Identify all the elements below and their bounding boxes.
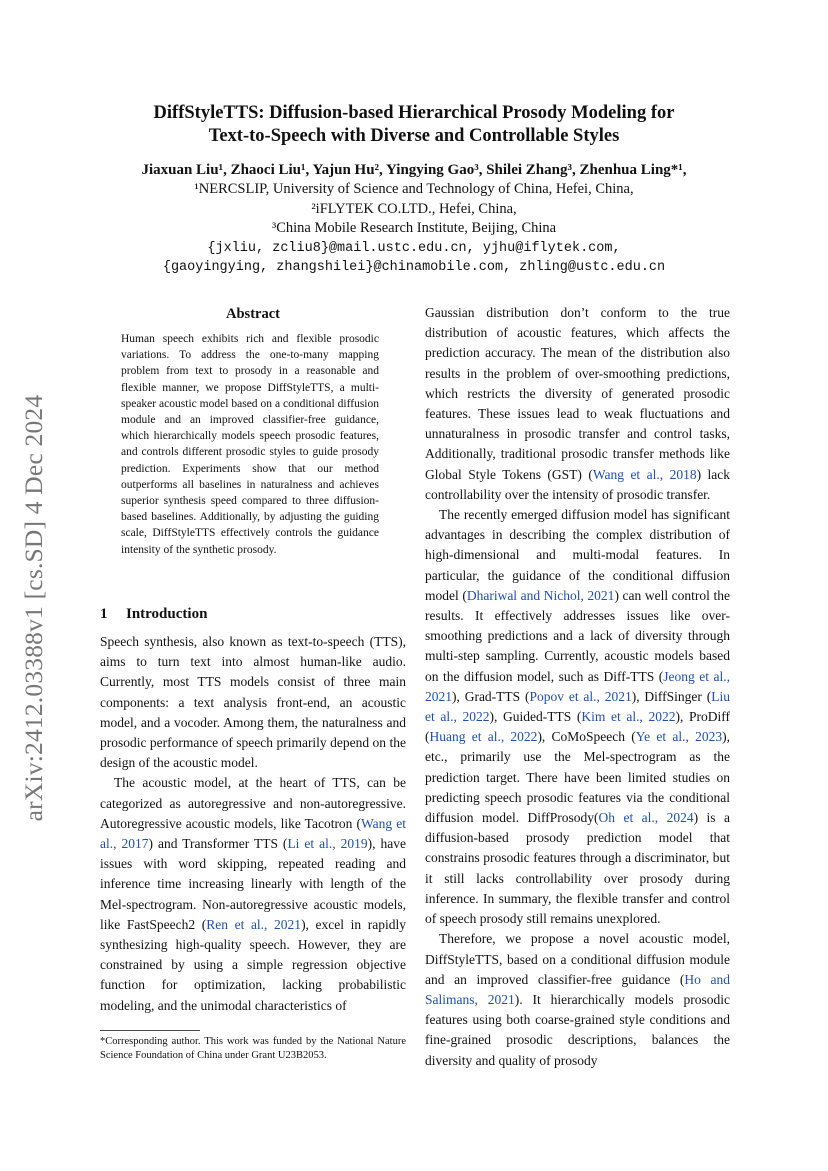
affiliation-2: ²iFLYTEK CO.LTD., Hefei, China,	[311, 200, 517, 217]
citation-link[interactable]: Jeong et al., 2021	[425, 668, 730, 704]
section-title: Introduction	[126, 606, 208, 622]
title-line-2: Text-to-Speech with Diverse and Controllable Styles	[208, 126, 620, 146]
citation-link[interactable]: Ye et al., 2023	[635, 729, 723, 745]
footnote: *Corresponding author. This work was funded by the National Nature Science Foundation of China under Grant U23B2053.	[100, 1036, 406, 1061]
section-heading-introduction	[100, 606, 207, 623]
affiliation-3: ³China Mobile Research Institute, Beijing, China	[271, 220, 557, 236]
citation-link[interactable]: Liu et al., 2022	[425, 688, 730, 725]
citation-link[interactable]: Wang et al., 2018	[592, 466, 697, 482]
intro-paragraph-2	[100, 773, 406, 1015]
text-run: ), Guided-TTS (	[489, 709, 582, 725]
title-line-1: DiffStyleTTS: Diffusion-based Hierarchical Prosody Modeling for	[153, 103, 675, 123]
intro-paragraph-1: Speech synthesis, also known as text-to-speech (TTS), aims to turn text into almost human-like audio. Currently, most TTS models consist of three main components: a text analysis front-end, an acoustic model, and a vocoder. Among them, the naturalness and prosodic performance of speech primarily depend on the design of the acoustic model.	[100, 634, 406, 771]
text-run: ), DiffSinger (	[631, 688, 712, 704]
citation-link[interactable]: Popov et al., 2021	[529, 688, 632, 704]
text-run: ), Grad-TTS (	[452, 688, 530, 704]
citation-link[interactable]: Li et al., 2019	[287, 836, 368, 852]
citation-link[interactable]: Oh et al., 2024	[598, 810, 694, 826]
paragraph-diffusion	[425, 505, 730, 929]
text-run: ). It hierarchically models prosodic features using both coarse-grained style conditions and fine-grained prosodic descriptions, balances the diversity and quality of prosody	[425, 991, 731, 1068]
citation-link[interactable]: Ren et al., 2021	[206, 916, 302, 932]
text-run: ) can well control the results. It effectively addresses issues like over-smoothing predictions and a lack of diversity through multi-step sampling. Currently, acoustic models based on the diffusion model, such as Diff-TTS (	[425, 587, 730, 684]
text-run: Gaussian distribution don’t conform to the true distribution of acoustic features, which affects the prediction accuracy. The mean of the distribution also results in the problem of over-smoothing predictions, which restricts the diversity of generated prosodic features. These issues lead to weak fluctuations and unnaturalness in prosodic transfer and control tasks, Additionally, traditional prosodic transfer methods like Global Style Tokens (GST) (	[425, 305, 730, 482]
footnote-divider	[100, 1030, 200, 1031]
arxiv-id: arXiv:2412.03388v1 [cs.SD] 4 Dec 2024	[19, 394, 48, 822]
email-line-1: {jxliu, zcliu8}@mail.ustc.edu.cn, yjhu@iflytek.com,	[207, 240, 621, 256]
text-run: ), have issues with word skipping, repeated reading and inference time increasing linearly with length of the Mel-spectrogram. Non-autoregressive acoustic models, like FastSpeech2 (	[100, 836, 406, 932]
paragraph-proposal	[425, 929, 730, 1070]
text-run: ) is a diffusion-based prosody prediction model that constrains prosodic features through a discriminator, but it still lacks controllability over prosody during inference. In summary, the flexible transfer and control of speech prosody still remains unexplored.	[425, 810, 730, 927]
text-run: ), ProDiff (	[425, 709, 730, 745]
text-run: Therefore, we propose a novel acoustic model, DiffStyleTTS, based on a conditional diffusion module and an improved classifier-free guidance (	[425, 931, 730, 987]
citation-link[interactable]: Wang et al., 2017	[100, 815, 406, 852]
affiliation-1: ¹NERCSLIP, University of Science and Technology of China, Hefei, China,	[194, 181, 634, 197]
text-run: ), excel in rapidly synthesizing high-quality speech. However, they are constrained by using a simple regression objective function for optimization, lacking probabilistic modeling, and the unimodal characteristics of	[100, 916, 407, 1013]
text-run: The recently emerged diffusion model has significant advantages in describing the complex distribution of high-dimensional and multi-modal features. In particular, the guidance of the conditional diffusion model (	[425, 507, 730, 603]
left-column	[100, 632, 406, 1016]
citation-link[interactable]: Ho and Salimans, 2021	[425, 971, 730, 1007]
citation-link[interactable]: Kim et al., 2022	[581, 709, 676, 725]
section-number: 1	[100, 606, 108, 622]
citation-link[interactable]: Huang et al., 2022	[429, 729, 538, 745]
author-list: Jiaxuan Liu¹, Zhaoci Liu¹, Yajun Hu², Yingying Gao³, Shilei Zhang³, Zhenhua Ling*¹,	[141, 162, 687, 178]
arxiv-watermark	[14, 368, 54, 848]
text-run: ) lack controllability over the intensity of prosodic transfer.	[425, 466, 731, 502]
citation-link[interactable]: Dhariwal and Nichol, 2021	[466, 587, 615, 603]
text-run: ), CoMoSpeech (	[537, 729, 636, 745]
email-line-2: {gaoyingying, zhangshilei}@chinamobile.com, zhling@ustc.edu.cn	[162, 260, 666, 275]
affiliations	[40, 180, 788, 278]
text-run: ), etc., primarily use the Mel-spectrogram as the prediction target. There have been limited studies on predicting speech prosodic features via the conditional diffusion model. DiffProsody(	[425, 729, 730, 826]
abstract-heading: Abstract	[226, 306, 280, 322]
paper-title	[60, 102, 768, 148]
text-run: The acoustic model, at the heart of TTS, can be categorized as autoregressive and non-autoregressive. Autoregressive acoustic models, like Tacotron (	[100, 775, 406, 831]
right-column	[425, 303, 730, 1071]
abstract-text: Human speech exhibits rich and flexible prosodic variations. To address the one-to-many mapping problem from text to prosody in a reasonable and flexible manner, we propose DiffStyleTTS, a multi-speaker acoustic model based on a conditional diffusion module and an improved classifier-free guidance, which hierarchically models speech prosodic features, and controls different prosodic styles to guide prosody prediction. Experiments show that our method outperforms all baselines in naturalness and achieves superior synthesis speed compared to three diffusion-based baselines. Additionally, by adjusting the guiding scale, DiffStyleTTS effectively controls the guidance intensity of the synthetic prosody.	[121, 333, 379, 556]
text-run: ) and Transformer TTS (	[148, 836, 288, 852]
paragraph-continued	[425, 303, 730, 505]
